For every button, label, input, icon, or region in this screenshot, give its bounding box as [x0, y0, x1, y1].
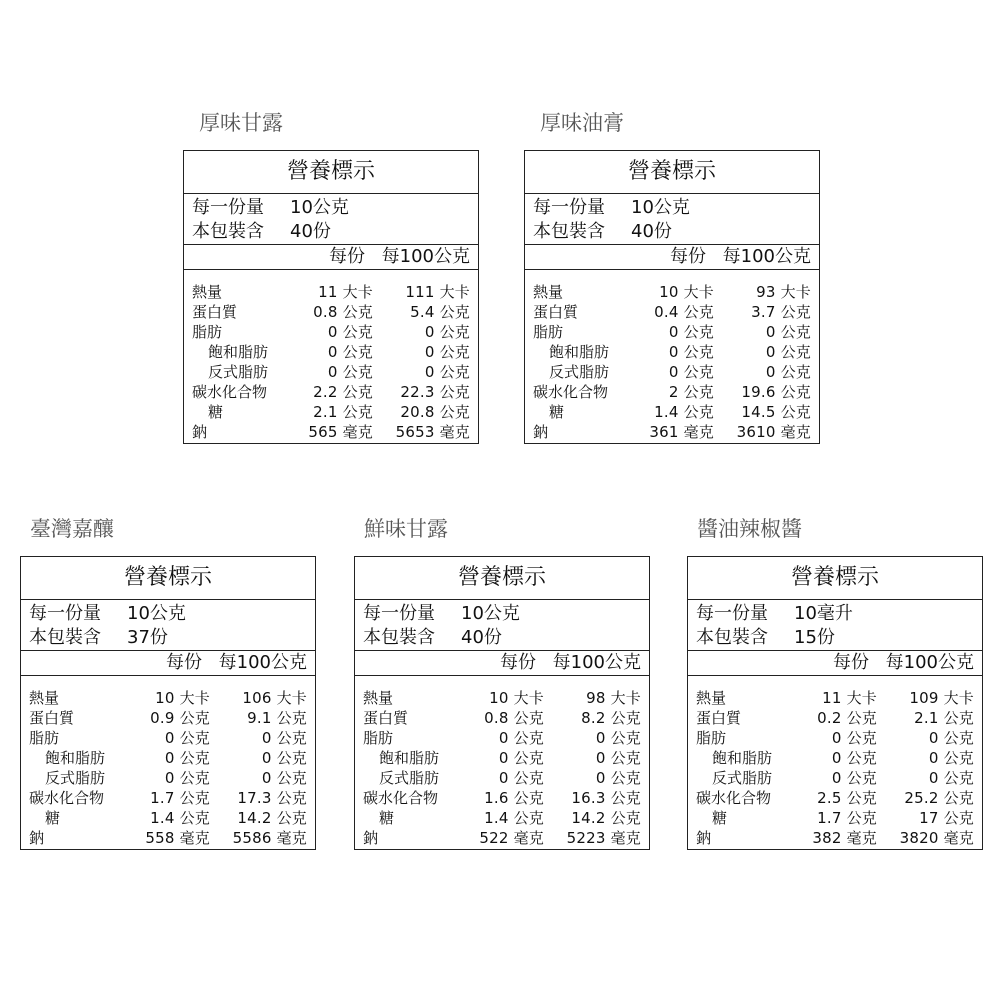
nutrient-label: 鈉	[192, 423, 208, 441]
servings-label: 本包裝含	[696, 627, 768, 648]
per-serving-value: 0 公克	[498, 769, 544, 787]
per-100-value: 93 大卡	[756, 283, 811, 301]
nutrient-label: 熱量	[533, 283, 564, 301]
nutrient-label: 飽和脂肪	[208, 343, 269, 361]
per-serving-value: 382 毫克	[812, 829, 877, 847]
nutrient-row	[355, 768, 649, 788]
per-serving-value: 0 公克	[164, 729, 210, 747]
per-100-value: 0 公克	[928, 749, 974, 767]
serving-size-label: 每一份量	[533, 197, 605, 218]
per-serving-value: 522 毫克	[479, 829, 544, 847]
per-serving-value: 0 公克	[668, 323, 714, 341]
nutrient-label: 鈉	[533, 423, 549, 441]
nutrient-label: 熱量	[696, 689, 727, 707]
per-serving-value: 361 毫克	[649, 423, 714, 441]
nutrient-table	[688, 676, 982, 848]
nutrient-label: 熱量	[29, 689, 60, 707]
nutrient-row	[525, 342, 819, 362]
per-serving-value: 0.8 公克	[313, 303, 373, 321]
serving-size-value: 10毫升	[794, 603, 853, 624]
per-serving-value: 0 公克	[831, 729, 877, 747]
per-100-value: 0 公克	[765, 363, 811, 381]
nutrient-label: 碳水化合物	[363, 789, 439, 807]
per-100-value: 111 大卡	[405, 283, 470, 301]
column-header	[525, 245, 819, 270]
per-100-value: 0 公克	[424, 363, 470, 381]
nutrient-row	[21, 828, 315, 848]
nutrient-table	[184, 270, 478, 442]
nutrient-label: 反式脂肪	[549, 363, 610, 381]
per-100-value: 5586 毫克	[232, 829, 307, 847]
per-100-value: 3610 毫克	[736, 423, 811, 441]
nutrient-label: 糖	[712, 809, 728, 827]
serving-size-label: 每一份量	[29, 603, 101, 624]
column-header	[184, 245, 478, 270]
per-serving-value: 2.1 公克	[313, 403, 373, 421]
servings-value: 40份	[631, 221, 672, 242]
per-100-value: 0 公克	[261, 749, 307, 767]
col-per-serving: 每份	[670, 246, 706, 267]
nutrient-table	[355, 676, 649, 848]
serving-size-value: 10公克	[127, 603, 186, 624]
per-100-value: 14.5 公克	[741, 403, 811, 421]
nutrient-label: 蛋白質	[533, 303, 579, 321]
per-100-value: 17.3 公克	[237, 789, 307, 807]
col-per-serving: 每份	[833, 652, 869, 673]
per-serving-value: 2.2 公克	[313, 383, 373, 401]
col-per-100: 每100公克	[381, 246, 470, 267]
per-serving-value: 10 大卡	[155, 689, 210, 707]
per-100-value: 0 公克	[928, 769, 974, 787]
column-header	[21, 651, 315, 676]
per-100-value: 109 大卡	[909, 689, 974, 707]
product-name: 厚味甘露	[199, 111, 283, 135]
nutrient-label: 飽和脂肪	[712, 749, 773, 767]
nutrition-panel	[183, 108, 479, 444]
servings-value: 40份	[290, 221, 331, 242]
nutrient-row	[184, 282, 478, 302]
serving-size-value: 10公克	[290, 197, 349, 218]
nutrient-row	[688, 708, 982, 728]
nutrient-row	[525, 422, 819, 442]
serving-size-value: 10公克	[631, 197, 690, 218]
nutrient-label: 脂肪	[363, 729, 394, 747]
per-serving-value: 0.9 公克	[150, 709, 210, 727]
per-100-value: 14.2 公克	[571, 809, 641, 827]
per-100-value: 3820 毫克	[899, 829, 974, 847]
nutrient-row	[184, 362, 478, 382]
serving-info	[21, 600, 315, 651]
per-100-value: 98 大卡	[586, 689, 641, 707]
nutrient-label: 碳水化合物	[533, 383, 609, 401]
col-per-100: 每100公克	[552, 652, 641, 673]
col-per-100: 每100公克	[722, 246, 811, 267]
per-100-value: 3.7 公克	[751, 303, 811, 321]
per-100-value: 106 大卡	[242, 689, 307, 707]
nutrient-row	[688, 748, 982, 768]
nutrient-label: 反式脂肪	[45, 769, 106, 787]
nutrient-row	[355, 808, 649, 828]
per-100-value: 17 公克	[919, 809, 974, 827]
product-name: 臺灣嘉釀	[30, 517, 114, 541]
nutrition-panel	[524, 108, 820, 444]
col-per-100: 每100公克	[885, 652, 974, 673]
servings-label: 本包裝含	[29, 627, 101, 648]
col-per-serving: 每份	[500, 652, 536, 673]
nutrient-row	[525, 322, 819, 342]
per-serving-value: 1.4 公克	[484, 809, 544, 827]
per-serving-value: 1.4 公克	[654, 403, 714, 421]
nutrient-row	[21, 708, 315, 728]
nutrient-row	[525, 362, 819, 382]
per-100-value: 0 公克	[424, 323, 470, 341]
nutrient-row	[21, 768, 315, 788]
nutrient-row	[21, 748, 315, 768]
nutrient-row	[21, 808, 315, 828]
column-header	[355, 651, 649, 676]
serving-info	[525, 194, 819, 245]
nutrition-panel	[354, 514, 650, 850]
nutrient-row	[355, 688, 649, 708]
label-title: 營養標示	[21, 557, 315, 600]
nutrient-label: 飽和脂肪	[45, 749, 106, 767]
nutrient-label: 熱量	[192, 283, 223, 301]
nutrient-row	[355, 728, 649, 748]
per-100-value: 14.2 公克	[237, 809, 307, 827]
nutrient-label: 鈉	[696, 829, 712, 847]
nutrient-label: 碳水化合物	[29, 789, 105, 807]
per-serving-value: 0 公克	[831, 769, 877, 787]
per-100-value: 25.2 公克	[904, 789, 974, 807]
per-serving-value: 0 公克	[327, 343, 373, 361]
nutrient-row	[184, 302, 478, 322]
nutrient-label: 反式脂肪	[712, 769, 773, 787]
per-serving-value: 0 公克	[668, 363, 714, 381]
nutrient-row	[355, 828, 649, 848]
nutrient-label: 蛋白質	[192, 303, 238, 321]
nutrition-label	[354, 556, 650, 850]
nutrient-label: 脂肪	[696, 729, 727, 747]
servings-value: 37份	[127, 627, 168, 648]
servings-value: 15份	[794, 627, 835, 648]
per-100-value: 20.8 公克	[400, 403, 470, 421]
nutrient-label: 鈉	[363, 829, 379, 847]
nutrition-label	[20, 556, 316, 850]
nutrient-row	[525, 382, 819, 402]
label-title: 營養標示	[355, 557, 649, 600]
serving-info	[688, 600, 982, 651]
product-name: 鮮味甘露	[364, 517, 448, 541]
nutrient-label: 飽和脂肪	[549, 343, 610, 361]
nutrient-row	[21, 728, 315, 748]
per-serving-value: 558 毫克	[145, 829, 210, 847]
nutrition-panel	[687, 514, 983, 850]
per-serving-value: 1.6 公克	[484, 789, 544, 807]
per-100-value: 0 公克	[261, 769, 307, 787]
serving-info	[184, 194, 478, 245]
nutrient-row	[355, 788, 649, 808]
nutrient-row	[184, 322, 478, 342]
per-100-value: 19.6 公克	[741, 383, 811, 401]
nutrient-label: 脂肪	[533, 323, 564, 341]
nutrient-label: 蛋白質	[29, 709, 75, 727]
per-serving-value: 0 公克	[668, 343, 714, 361]
per-100-value: 16.3 公克	[571, 789, 641, 807]
serving-size-label: 每一份量	[363, 603, 435, 624]
per-serving-value: 1.7 公克	[817, 809, 877, 827]
nutrient-label: 脂肪	[192, 323, 223, 341]
nutrient-row	[688, 768, 982, 788]
per-serving-value: 10 大卡	[659, 283, 714, 301]
servings-label: 本包裝含	[363, 627, 435, 648]
nutrient-row	[688, 688, 982, 708]
nutrition-panel	[20, 514, 316, 850]
nutrient-label: 蛋白質	[363, 709, 409, 727]
serving-size-label: 每一份量	[192, 197, 264, 218]
per-100-value: 0 公克	[595, 749, 641, 767]
per-100-value: 0 公克	[595, 729, 641, 747]
nutrient-label: 熱量	[363, 689, 394, 707]
column-header	[688, 651, 982, 676]
nutrition-label	[687, 556, 983, 850]
nutrient-row	[355, 708, 649, 728]
nutrient-label: 蛋白質	[696, 709, 742, 727]
nutrient-row	[184, 402, 478, 422]
nutrient-row	[21, 788, 315, 808]
per-100-value: 5653 毫克	[395, 423, 470, 441]
nutrient-row	[184, 422, 478, 442]
per-serving-value: 0.2 公克	[817, 709, 877, 727]
nutrient-label: 碳水化合物	[192, 383, 268, 401]
nutrient-label: 脂肪	[29, 729, 60, 747]
servings-label: 本包裝含	[533, 221, 605, 242]
per-100-value: 5223 毫克	[566, 829, 641, 847]
per-serving-value: 1.4 公克	[150, 809, 210, 827]
label-title: 營養標示	[184, 151, 478, 194]
serving-size-value: 10公克	[461, 603, 520, 624]
nutrient-row	[184, 342, 478, 362]
nutrient-row	[688, 788, 982, 808]
nutrient-row	[688, 828, 982, 848]
serving-size-label: 每一份量	[696, 603, 768, 624]
nutrient-table	[525, 270, 819, 442]
per-serving-value: 0 公克	[831, 749, 877, 767]
nutrient-row	[21, 688, 315, 708]
nutrient-row	[525, 402, 819, 422]
per-100-value: 8.2 公克	[581, 709, 641, 727]
per-100-value: 0 公克	[928, 729, 974, 747]
servings-label: 本包裝含	[192, 221, 264, 242]
nutrient-table	[21, 676, 315, 848]
per-serving-value: 11 大卡	[318, 283, 373, 301]
label-title: 營養標示	[525, 151, 819, 194]
per-100-value: 5.4 公克	[410, 303, 470, 321]
per-100-value: 2.1 公克	[914, 709, 974, 727]
nutrient-label: 糖	[45, 809, 61, 827]
nutrient-label: 鈉	[29, 829, 45, 847]
per-100-value: 0 公克	[424, 343, 470, 361]
per-100-value: 9.1 公克	[247, 709, 307, 727]
nutrient-row	[688, 808, 982, 828]
per-100-value: 0 公克	[261, 729, 307, 747]
per-serving-value: 2.5 公克	[817, 789, 877, 807]
per-serving-value: 0 公克	[327, 323, 373, 341]
label-title: 營養標示	[688, 557, 982, 600]
per-serving-value: 0 公克	[498, 729, 544, 747]
per-100-value: 22.3 公克	[400, 383, 470, 401]
nutrient-label: 碳水化合物	[696, 789, 772, 807]
col-per-serving: 每份	[166, 652, 202, 673]
per-serving-value: 565 毫克	[308, 423, 373, 441]
nutrient-label: 糖	[379, 809, 395, 827]
per-serving-value: 0.4 公克	[654, 303, 714, 321]
nutrient-row	[525, 282, 819, 302]
per-100-value: 0 公克	[595, 769, 641, 787]
per-serving-value: 2 公克	[668, 383, 714, 401]
nutrient-label: 反式脂肪	[379, 769, 440, 787]
col-per-serving: 每份	[329, 246, 365, 267]
serving-info	[355, 600, 649, 651]
nutrient-label: 飽和脂肪	[379, 749, 440, 767]
product-name: 厚味油膏	[540, 111, 624, 135]
per-serving-value: 0 公克	[164, 749, 210, 767]
nutrient-label: 反式脂肪	[208, 363, 269, 381]
per-serving-value: 0 公克	[164, 769, 210, 787]
per-serving-value: 1.7 公克	[150, 789, 210, 807]
nutrient-row	[525, 302, 819, 322]
per-serving-value: 0 公克	[327, 363, 373, 381]
nutrition-label	[183, 150, 479, 444]
nutrient-row	[184, 382, 478, 402]
nutrient-label: 糖	[208, 403, 224, 421]
per-100-value: 0 公克	[765, 323, 811, 341]
per-serving-value: 11 大卡	[822, 689, 877, 707]
per-100-value: 0 公克	[765, 343, 811, 361]
product-name: 醬油辣椒醬	[697, 517, 802, 541]
nutrient-row	[688, 728, 982, 748]
per-serving-value: 0 公克	[498, 749, 544, 767]
nutrient-label: 糖	[549, 403, 565, 421]
col-per-100: 每100公克	[218, 652, 307, 673]
per-serving-value: 0.8 公克	[484, 709, 544, 727]
nutrition-label	[524, 150, 820, 444]
per-serving-value: 10 大卡	[489, 689, 544, 707]
servings-value: 40份	[461, 627, 502, 648]
nutrient-row	[355, 748, 649, 768]
